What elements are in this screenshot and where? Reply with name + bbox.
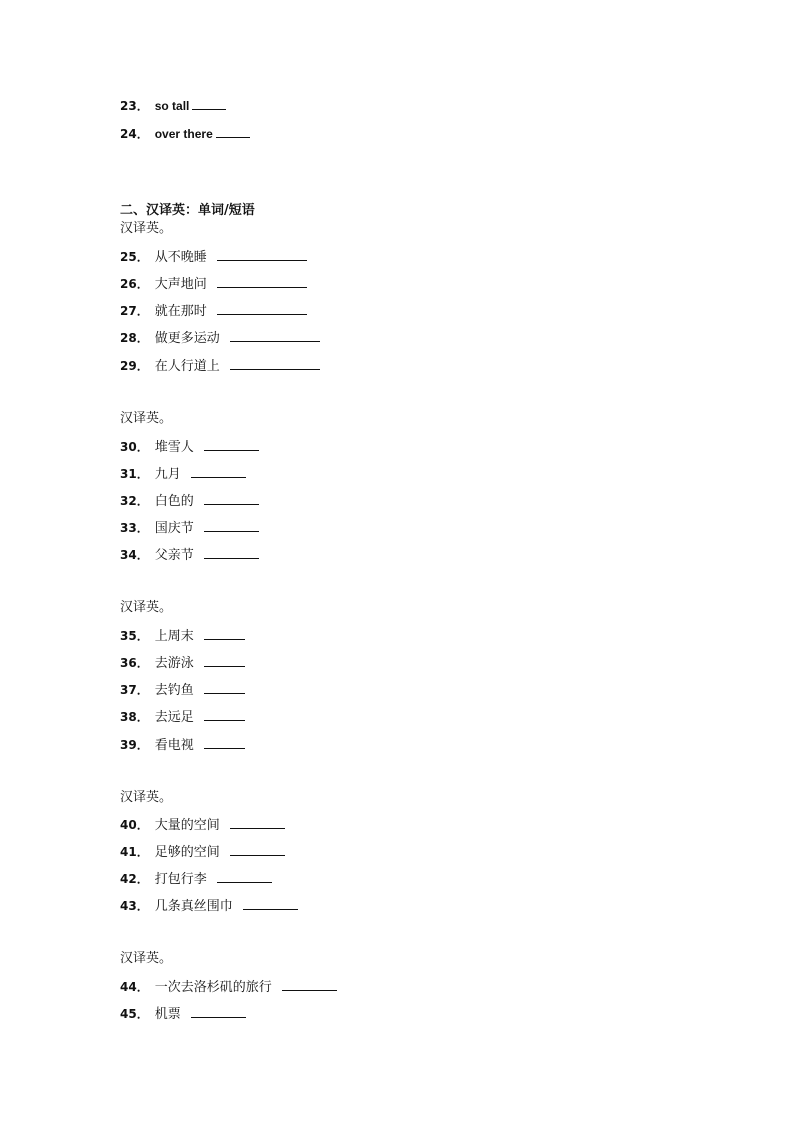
question-number: 28 (120, 331, 137, 345)
answer-blank[interactable] (192, 98, 226, 110)
instruction: 汉译英。 (120, 411, 173, 426)
instruction: 汉译英。 (120, 600, 173, 615)
answer-blank[interactable] (216, 126, 250, 138)
question-number: 45 (120, 1007, 137, 1021)
question-31 (120, 466, 246, 483)
question-number: 26 (120, 277, 137, 291)
answer-blank[interactable] (204, 655, 245, 667)
question-text: 一次去洛杉矶的旅行 (154, 980, 272, 995)
question-41 (120, 844, 285, 861)
question-38 (120, 709, 245, 726)
answer-blank[interactable] (217, 303, 307, 315)
question-text: 去远足 (154, 710, 194, 725)
question-text: 去游泳 (154, 656, 194, 671)
question-number: 27 (120, 304, 137, 318)
question-separator: ． (136, 683, 149, 697)
question-number: 37 (120, 683, 137, 697)
question-text: over there (154, 127, 213, 141)
answer-blank[interactable] (217, 871, 272, 883)
question-24 (120, 126, 250, 143)
question-37 (120, 682, 245, 699)
question-number: 36 (120, 656, 137, 670)
answer-blank[interactable] (282, 979, 337, 991)
question-34 (120, 547, 259, 564)
question-separator: ． (136, 304, 149, 318)
question-text: 父亲节 (154, 548, 194, 563)
instruction: 汉译英。 (120, 790, 173, 805)
question-separator: ． (136, 629, 149, 643)
question-separator: ． (136, 250, 149, 264)
question-text: 就在那时 (154, 304, 207, 319)
question-number: 42 (120, 872, 137, 886)
question-number: 35 (120, 629, 137, 643)
question-text: 机票 (154, 1007, 181, 1022)
question-text: 九月 (154, 467, 181, 482)
question-number: 34 (120, 548, 137, 562)
section-title: 二、汉译英：单词/短语 (120, 203, 255, 218)
question-text: 从不晚睡 (154, 250, 207, 265)
question-27 (120, 303, 307, 320)
question-33 (120, 520, 259, 537)
question-number: 32 (120, 494, 137, 508)
question-text: so tall (154, 99, 190, 113)
question-text: 足够的空间 (154, 845, 220, 860)
question-text: 堆雪人 (154, 440, 194, 455)
question-number: 43 (120, 899, 137, 913)
question-separator: ． (136, 99, 149, 113)
question-number: 31 (120, 467, 137, 481)
question-text: 看电视 (154, 738, 194, 753)
question-separator: ． (136, 359, 149, 373)
question-separator: ． (136, 127, 149, 141)
answer-blank[interactable] (191, 466, 246, 478)
answer-blank[interactable] (230, 817, 285, 829)
answer-blank[interactable] (204, 547, 259, 559)
answer-blank[interactable] (230, 358, 320, 370)
answer-blank[interactable] (217, 276, 307, 288)
answer-blank[interactable] (204, 682, 245, 694)
question-40 (120, 817, 285, 834)
question-separator: ． (136, 494, 149, 508)
question-separator: ． (136, 467, 149, 481)
question-43 (120, 898, 298, 915)
question-number: 44 (120, 980, 137, 994)
question-text: 大量的空间 (154, 818, 220, 833)
answer-blank[interactable] (191, 1006, 246, 1018)
question-number: 40 (120, 818, 137, 832)
answer-blank[interactable] (217, 249, 307, 261)
question-23 (120, 98, 226, 115)
question-32 (120, 493, 259, 510)
question-text: 国庆节 (154, 521, 194, 536)
question-number: 30 (120, 440, 137, 454)
question-number: 29 (120, 359, 137, 373)
question-number: 38 (120, 710, 137, 724)
instruction: 汉译英。 (120, 221, 173, 236)
question-30 (120, 439, 259, 456)
question-42 (120, 871, 272, 888)
question-number: 39 (120, 738, 137, 752)
question-separator: ． (136, 710, 149, 724)
question-text: 上周末 (154, 629, 194, 644)
question-separator: ． (136, 331, 149, 345)
question-number: 23 (120, 99, 137, 113)
question-text: 在人行道上 (154, 359, 220, 374)
question-separator: ． (136, 872, 149, 886)
question-separator: ． (136, 899, 149, 913)
question-text: 做更多运动 (154, 331, 220, 346)
question-separator: ． (136, 818, 149, 832)
question-separator: ． (136, 656, 149, 670)
question-separator: ． (136, 277, 149, 291)
answer-blank[interactable] (204, 493, 259, 505)
question-number: 25 (120, 250, 137, 264)
question-text: 打包行李 (154, 872, 207, 887)
question-35 (120, 628, 245, 645)
answer-blank[interactable] (204, 709, 245, 721)
question-separator: ． (136, 845, 149, 859)
answer-blank[interactable] (204, 628, 245, 640)
question-29 (120, 358, 320, 375)
question-separator: ． (136, 440, 149, 454)
question-25 (120, 249, 307, 266)
question-44 (120, 979, 337, 996)
answer-blank[interactable] (204, 737, 245, 749)
question-26 (120, 276, 307, 293)
question-text: 去钓鱼 (154, 683, 194, 698)
question-separator: ． (136, 548, 149, 562)
question-39 (120, 737, 245, 754)
question-number: 33 (120, 521, 137, 535)
question-separator: ． (136, 738, 149, 752)
answer-blank[interactable] (204, 439, 259, 451)
question-separator: ． (136, 1007, 149, 1021)
answer-blank[interactable] (230, 330, 320, 342)
question-text: 大声地问 (154, 277, 207, 292)
question-36 (120, 655, 245, 672)
question-28 (120, 330, 320, 347)
instruction: 汉译英。 (120, 951, 173, 966)
question-text: 几条真丝围巾 (154, 899, 233, 914)
question-separator: ． (136, 980, 149, 994)
question-number: 24 (120, 127, 137, 141)
answer-blank[interactable] (243, 898, 298, 910)
answer-blank[interactable] (230, 844, 285, 856)
question-separator: ． (136, 521, 149, 535)
question-number: 41 (120, 845, 137, 859)
question-text: 白色的 (154, 494, 194, 509)
question-45 (120, 1006, 246, 1023)
answer-blank[interactable] (204, 520, 259, 532)
